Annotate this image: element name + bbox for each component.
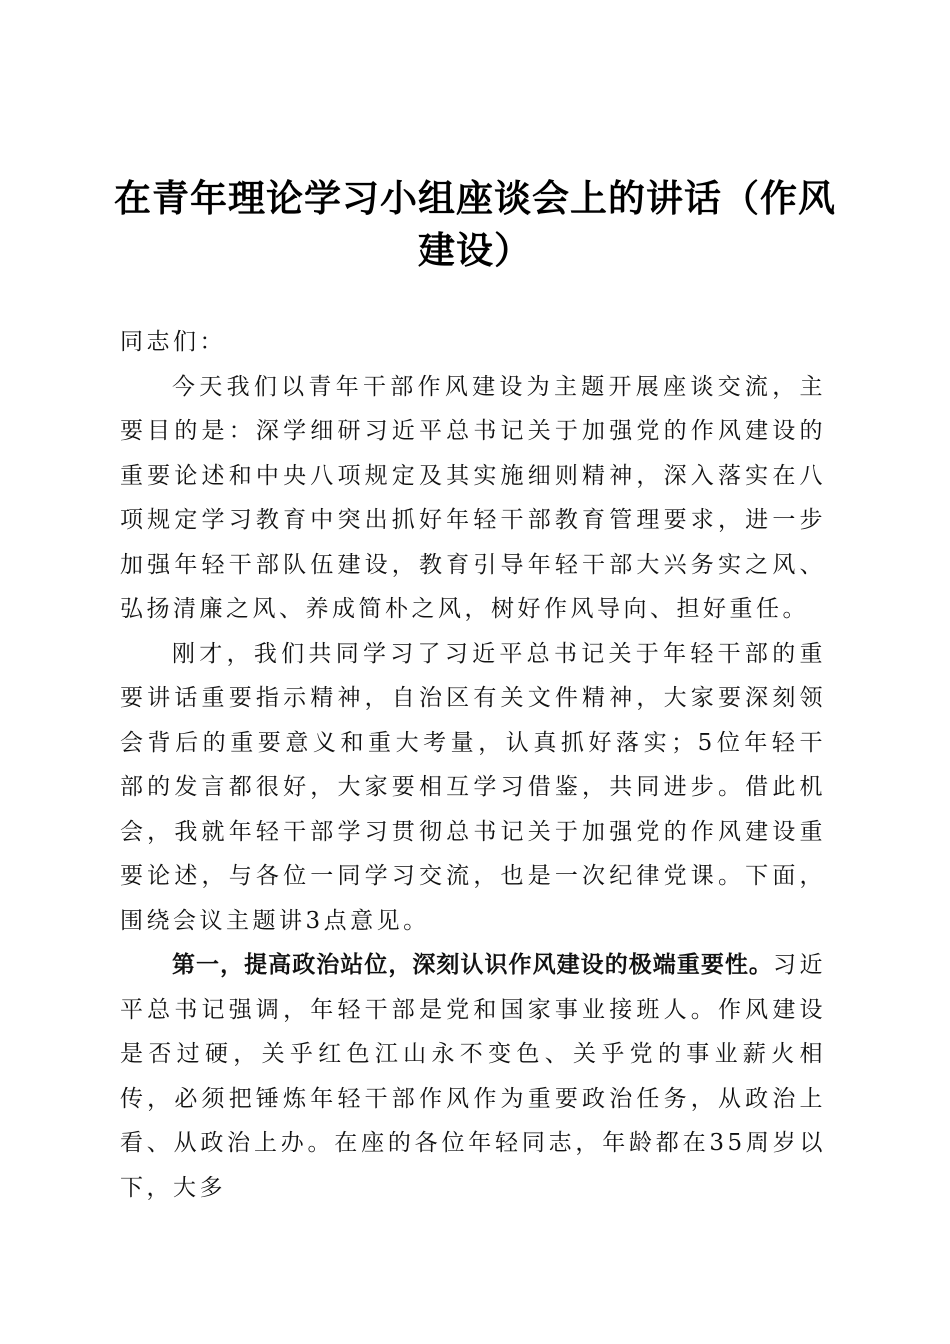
document-title: 在青年理论学习小组座谈会上的讲话（作风建设）	[114, 176, 836, 272]
section-paragraph	[120, 943, 826, 1210]
paragraph: 刚才，我们共同学习了习近平总书记关于年轻干部的重要讲话重要指示精神，自治区有关文件精神，大家要深刻领会背后的重要意义和重大考量，认真抓好落实；5位年轻干部的发言都很好，大家要相互学习借鉴，共同进步。借此机会，我就年轻干部学习贯彻总书记关于加强党的作风建设重要论述，与各位一同学习交流，也是一次纪律党课。下面，围绕会议主题讲3点意见。	[120, 640, 826, 934]
salutation: 同志们：	[120, 329, 226, 355]
section-heading: 第一，提高政治站位，深刻认识作风建设的极端重要性。	[172, 952, 773, 978]
document-body	[120, 320, 826, 1210]
section-text: 习近平总书记强调，年轻干部是党和国家事业接班人。作风建设是否过硬，关乎红色江山永不变色、关乎党的事业薪火相传，必须把锤炼年轻干部作风作为重要政治任务，从政治上看、从政治上办。在座的各位年轻同志，年龄都在35周岁以下，大多	[120, 952, 827, 1201]
paragraph: 今天我们以青年干部作风建设为主题开展座谈交流，主要目的是：深学细研习近平总书记关于加强党的作风建设的重要论述和中央八项规定及其实施细则精神，深入落实在八项规定学习教育中突出抓好年轻干部教育管理要求，进一步加强年轻干部队伍建设，教育引导年轻干部大兴务实之风、弘扬清廉之风、养成简朴之风，树好作风导向、担好重任。	[120, 373, 826, 622]
